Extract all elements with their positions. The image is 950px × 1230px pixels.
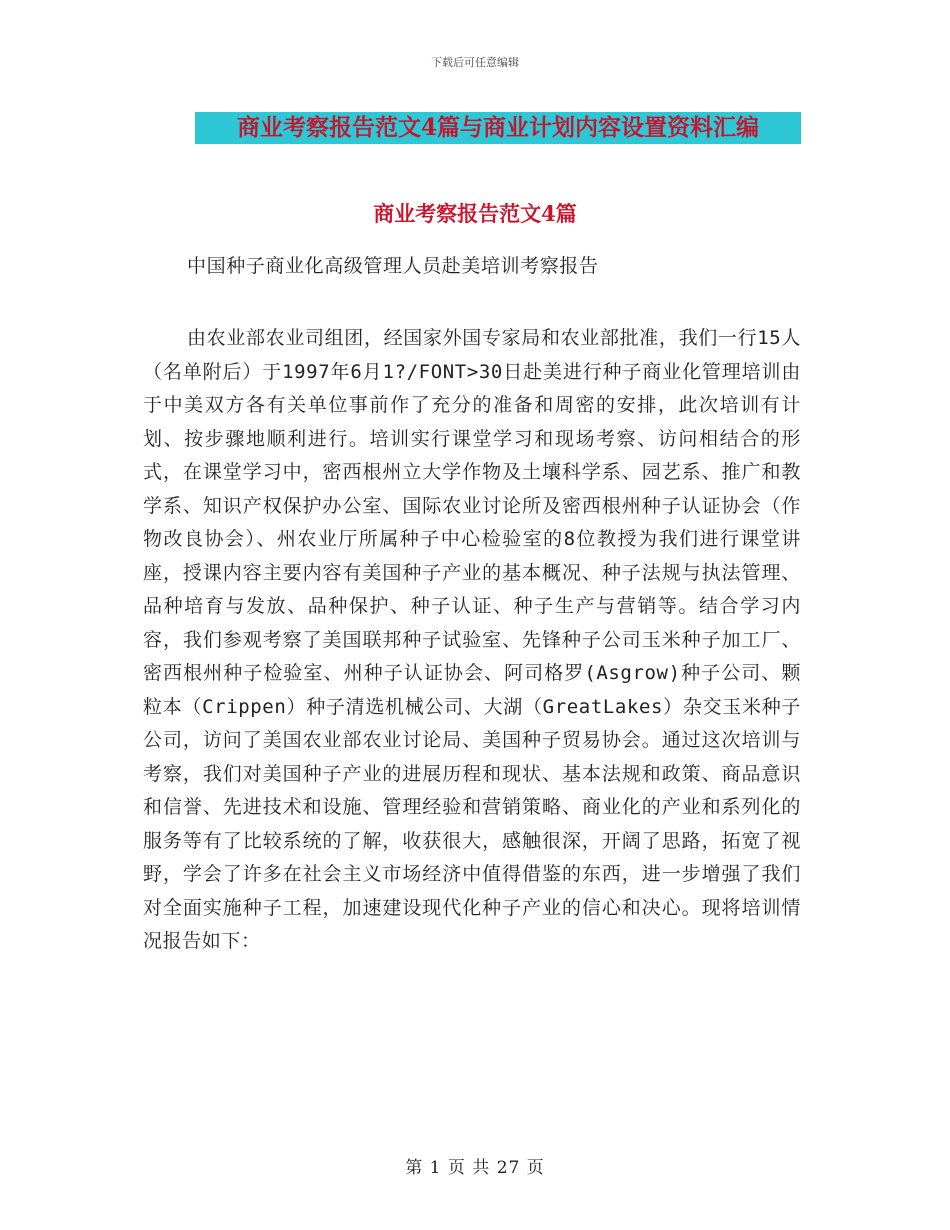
main-title: 商业考察报告范文4篇与商业计划内容设置资料汇编 bbox=[236, 114, 759, 141]
report-subtitle: 中国种子商业化高级管理人员赴美培训考察报告 bbox=[187, 255, 599, 277]
page-header-note: 下载后可任意编辑 bbox=[431, 56, 519, 69]
section-title: 商业考察报告范文4篇 bbox=[373, 201, 577, 226]
body-paragraph: 由农业部农业司组团，经国家外国专家局和农业部批准，我们一行15人（名单附后）于1997年6月1?/FONT>30日赴美进行种子商业化管理培训由于中美双方各有关单位事前作了充分的准备和周密的安排，此次培训有计划、按步骤地顺利进行。培训实行课堂学习和现场考察、访问相结合的形式，在课堂学习中，密西根州立大学作物及土壤科学系、园艺系、推广和教学系、知识产权保护办公室、国际农业讨论所及密西根州种子认证协会（作物改良协会）、州农业厅所属种子中心检验室的8位教授为我们进行课堂讲座，授课内容主要内容有美国种子产业的基本概况、种子法规与执法管理、品种培育与发放、品种保护、种子认证、种子生产与营销等。结合学习内容，我们参观考察了美国联邦种子试验室、先锋种子公司玉米种子加工厂、密西根州种子检验室、州种子认证协会、阿司格罗(Asgrow)种子公司、颗粒本（Crippen）种子清选机械公司、大湖（GreatLakes）杂交玉米种子公司，访问了美国农业部农业讨论局、美国种子贸易协会。通过这次培训与考察，我们对美国种子产业的进展历程和现状、基本法规和政策、商品意识和信誉、先进技术和设施、管理经验和营销策略、商业化的产业和系列化的服务等有了比较系统的了解，收获很大，感触很深，开阔了思路，拓宽了视野，学会了许多在社会主义市场经济中值得借鉴的东西，进一步增强了我们对全面实施种子工程，加速建设现代化种子产业的信心和决心。现将培训情况报告如下： bbox=[143, 327, 801, 952]
main-title-highlight bbox=[195, 112, 801, 144]
page-number: 第 1 页 共 27 页 bbox=[405, 1158, 545, 1178]
